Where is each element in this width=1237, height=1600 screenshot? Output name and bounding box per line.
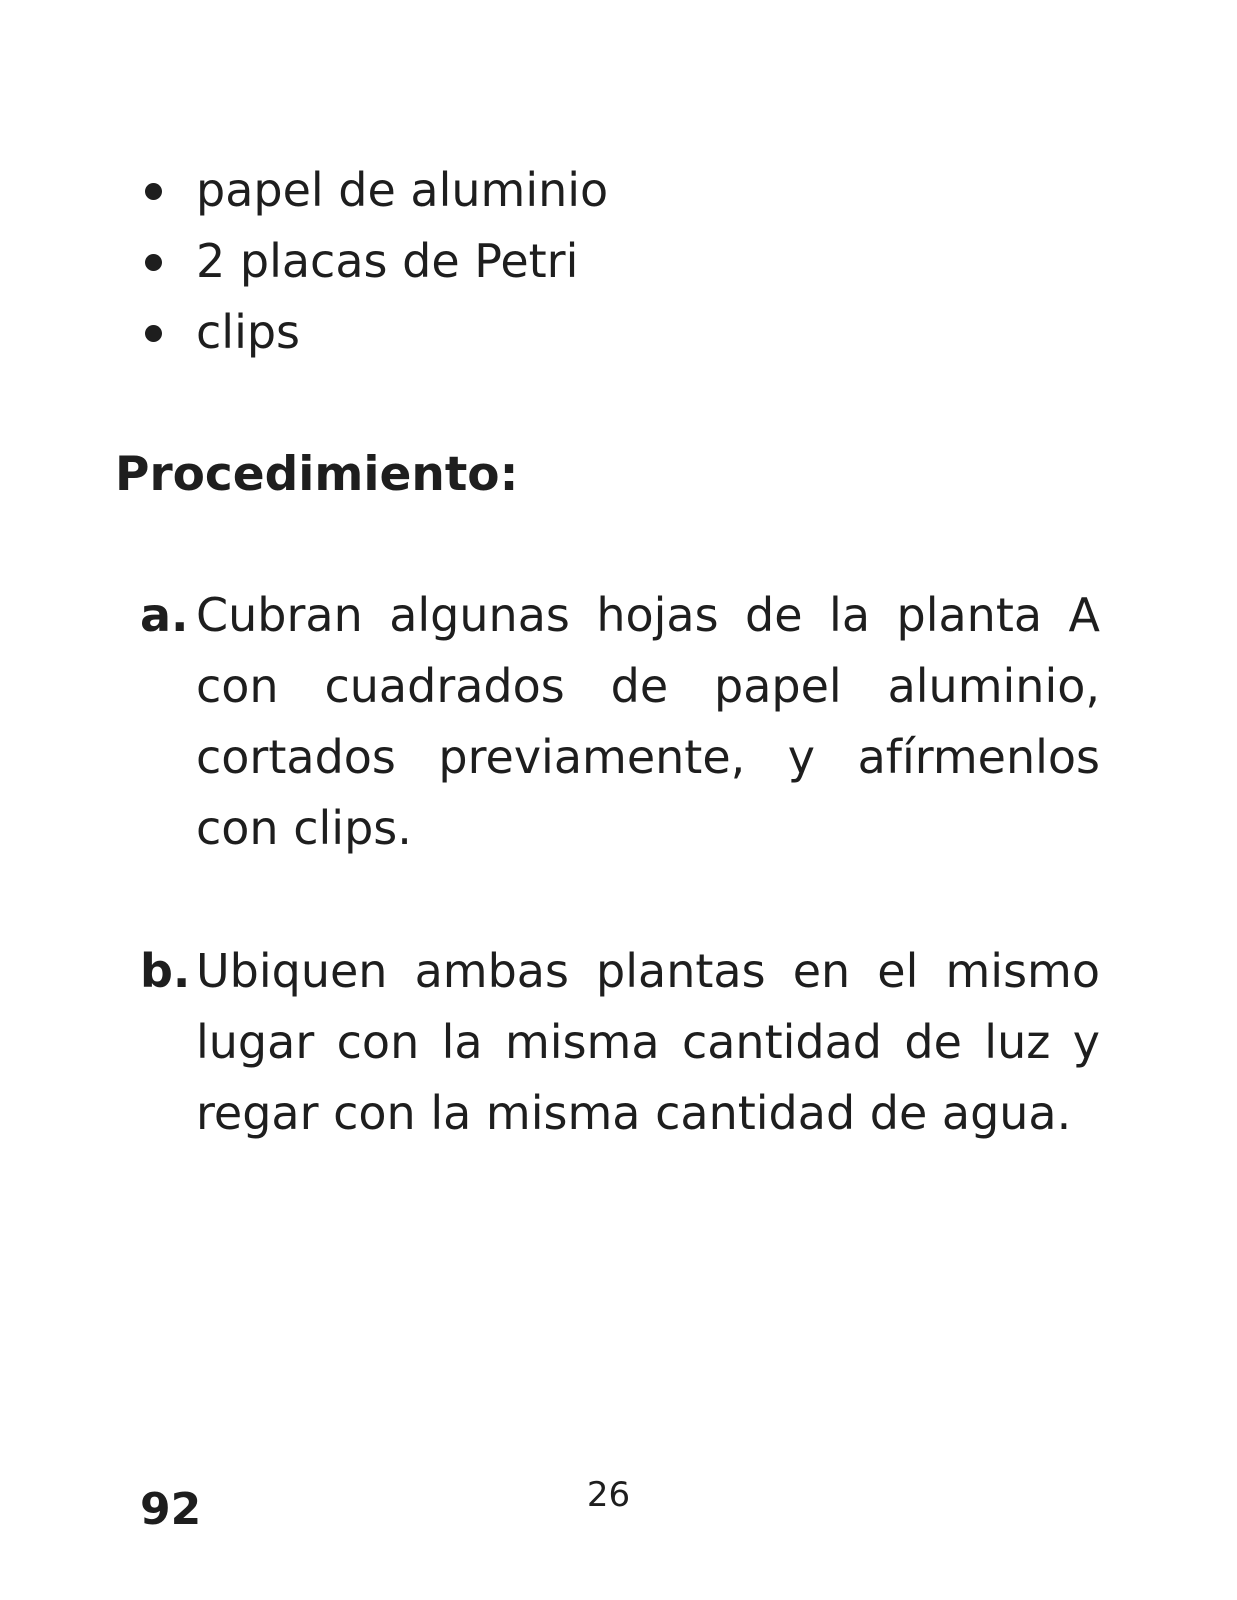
list-item-text: 2 placas de Petri (196, 234, 579, 288)
sheet-page-number: 26 (586, 1475, 631, 1515)
list-item (140, 155, 608, 226)
bullet-icon (145, 254, 162, 271)
procedure-step-a (140, 580, 1100, 864)
list-item-text: papel de aluminio (196, 163, 609, 217)
section-heading: Procedimiento: (115, 447, 519, 502)
list-item (140, 297, 608, 368)
materials-list (140, 155, 608, 368)
list-item-text: clips (196, 305, 301, 359)
procedure-step-b (140, 936, 1100, 1149)
step-marker: a. (140, 588, 189, 642)
step-text: Ubiquen ambas plantas en el mismo lugar con la misma cantidad de luz y regar con la misma cantidad de agua. (196, 944, 1100, 1140)
list-item (140, 226, 608, 297)
step-marker: b. (140, 944, 191, 998)
bullet-icon (145, 183, 162, 200)
bullet-icon (145, 325, 162, 342)
book-page-number: 92 (140, 1484, 202, 1535)
step-text: Cubran algunas hojas de la planta A con cuadrados de papel aluminio, cortados previamente, y afírmenlos con clips. (196, 588, 1100, 855)
